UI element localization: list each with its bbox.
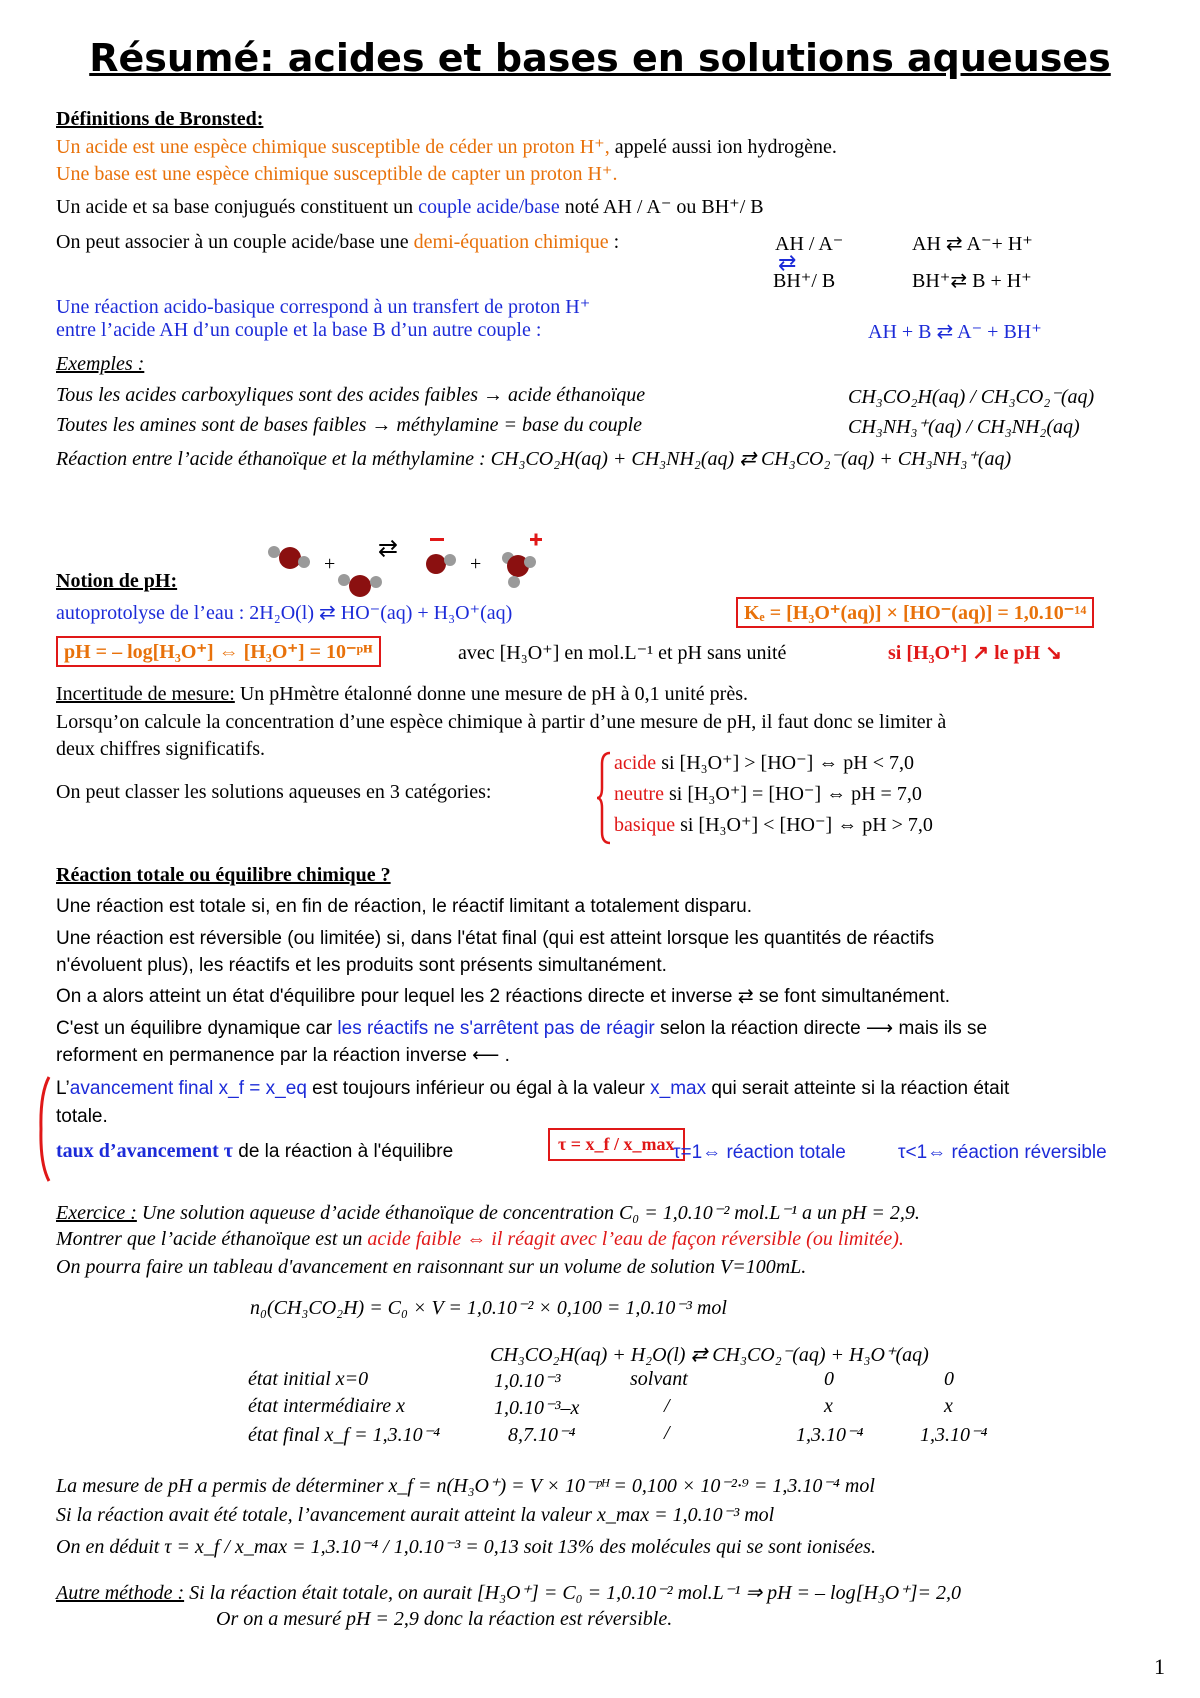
svg-text:⇄: ⇄ xyxy=(378,534,399,562)
table-cell-1-2: solvant xyxy=(630,1368,688,1390)
category-acid xyxy=(614,750,914,775)
water-molecule-icon xyxy=(338,574,382,597)
tau-total: τ=1⇔ réaction totale xyxy=(673,1142,846,1163)
ph-definition-box xyxy=(56,636,381,667)
table-row-label-1: état initial x=0 xyxy=(248,1368,369,1390)
category-basic-label: basique xyxy=(614,814,676,836)
total-line-7f: qui serait atteinte si la réaction était xyxy=(706,1078,1010,1099)
couple-definition xyxy=(56,194,764,219)
total-line-5b: les réactifs ne s'arrêtent pas de réagir xyxy=(337,1018,655,1039)
acid-base-reaction-equation: AH + B ⇄ A⁻ + BH⁺ xyxy=(868,321,1042,343)
ke-formula: Kₑ = [H₃O⁺(aq)] × [HO⁻(aq)] = 1,0.10⁻¹⁴ xyxy=(744,602,1087,624)
hydroxide-ion-icon xyxy=(426,538,456,574)
svg-text:+: + xyxy=(470,553,482,575)
demi-text-c: : xyxy=(608,231,620,253)
exchange-arrows-icon: ⇄ xyxy=(778,250,797,275)
table-cell-2-3: x xyxy=(824,1395,833,1417)
total-line-7e: x_max xyxy=(650,1078,707,1099)
page-number: 1 xyxy=(1154,1654,1165,1679)
acid-definition-tail: appelé aussi ion hydrogène. xyxy=(609,136,837,158)
uncertainty-heading: Incertitude de mesure: xyxy=(56,683,235,705)
total-line-1: Une réaction est totale si, en fin de réaction, le réactif limitant a totalement disparu. xyxy=(56,896,752,917)
exercise-line-2a: Montrer que l’acide éthanoïque est un xyxy=(56,1228,368,1250)
total-heading: Réaction totale ou équilibre chimique ? xyxy=(56,864,391,886)
total-line-7b: avancement final xyxy=(69,1078,214,1099)
example-2-formula: CH₃NH₃⁺(aq) / CH₃NH₂(aq) xyxy=(848,416,1080,438)
table-cell-2-4: x xyxy=(944,1395,953,1417)
exercise-heading: Exercice : xyxy=(56,1202,137,1224)
total-line-4: On a alors atteint un état d'équilibre pour lequel les 2 réactions directe et inverse ⇄ se font simultanément. xyxy=(56,986,951,1007)
exercise-line-3: On pourra faire un tableau d'avancement en raisonnant sur un volume de solution V=100mL. xyxy=(56,1256,807,1278)
svg-text:+: + xyxy=(324,553,336,575)
total-line-7 xyxy=(56,1078,1009,1100)
classify-line: On peut classer les solutions aqueuses en 3 catégories: xyxy=(56,781,492,803)
examples-heading: Exemples : xyxy=(56,353,145,375)
table-cell-2-2: / xyxy=(664,1395,670,1417)
ph-heading: Notion de pH: xyxy=(56,570,178,592)
example-3: Réaction entre l’acide éthanoïque et la méthylamine : CH₃CO₂H(aq) + CH₃NH₂(aq) ⇄ CH₃CO₂⁻(aq) + CH₃NH₃⁺(aq) xyxy=(56,448,1012,470)
measure-line-1: La mesure de pH a permis de déterminer x_f = n(H₃O⁺) = V × 10⁻ᵖᴴ = 0,100 × 10⁻²·⁹ = 1,3.10⁻⁴ mol xyxy=(56,1475,875,1497)
tau-reversible: τ<1⇔ réaction réversible xyxy=(898,1142,1107,1163)
table-equation: CH₃CO₂H(aq) + H₂O(l) ⇄ CH₃CO₂⁻(aq) + H₃O⁺(aq) xyxy=(490,1344,929,1366)
measure-line-3: On en déduit τ = x_f / x_max = 1,3.10⁻⁴ / 1,0.10⁻³ = 0,13 soit 13% des molécules qui se sont ionisées. xyxy=(56,1536,876,1558)
total-line-3: n'évoluent plus), les réactifs et les produits sont présents simultanément. xyxy=(56,955,667,976)
exercise-statement: Une solution aqueuse d’acide éthanoïque de concentration C₀ = 1,0.10⁻² mol.L⁻¹ a un pH = 2,9. xyxy=(136,1202,920,1224)
tau-line xyxy=(56,1140,453,1163)
page-title: Résumé: acides et bases en solutions aqueuses xyxy=(89,36,1111,80)
acid-definition-text: Un acide est une espèce chimique susceptible de céder un proton H⁺, xyxy=(56,136,610,158)
tau-label: taux d’avancement τ xyxy=(56,1140,233,1162)
exercise-line-2 xyxy=(56,1228,904,1251)
category-neutral-label: neutre xyxy=(614,783,664,805)
demi-text-a: On peut associer à un couple acide/base une xyxy=(56,231,414,253)
category-neutral xyxy=(614,781,922,806)
table-cell-2-1: 1,0.10⁻³–x xyxy=(494,1397,580,1419)
acid-base-reaction-line2: entre l’acide AH d’un couple et la base B d’un autre couple : xyxy=(56,319,542,341)
hydronium-ion-icon xyxy=(502,534,542,589)
alternative-text: Si la réaction était totale, on aurait [H₃O⁺] = C₀ = 1,0.10⁻² mol.L⁻¹ ⇒ pH = – log[H₃O⁺]= 2,0 xyxy=(184,1582,962,1604)
demi-equation-line xyxy=(56,231,619,254)
alternative-line-2: Or on a mesuré pH = 2,9 donc la réaction est réversible. xyxy=(216,1608,673,1630)
exercise-line-2b: acide faible ⇔ il réagit avec l’eau de façon réversible (ou limitée). xyxy=(367,1228,904,1250)
total-line-6: reforment en permanence par la réaction inverse ⟵ . xyxy=(56,1045,510,1066)
table-cell-3-2: / xyxy=(664,1422,670,1444)
category-acid-relation: si [H₃O⁺] > [HO⁻] ⇔ pH < 7,0 xyxy=(656,752,915,774)
uncertainty-line xyxy=(56,683,748,706)
couple-1: AH / A⁻ xyxy=(775,233,844,255)
total-line-5 xyxy=(56,1017,987,1040)
ph-definition: pH = – log[H₃O⁺] ⇔ [H₃O⁺] = 10⁻ᵖᴴ xyxy=(64,641,373,663)
acid-definition xyxy=(56,134,837,159)
table-cell-1-1: 1,0.10⁻³ xyxy=(494,1370,561,1392)
total-line-7d: est toujours inférieur ou égal à la valeur xyxy=(306,1078,651,1099)
total-line-5c: selon la réaction directe ⟶ mais ils se xyxy=(654,1018,988,1039)
half-equation-2: BH⁺⇄ B + H⁺ xyxy=(912,270,1032,292)
margin-bracket-icon xyxy=(36,1074,52,1184)
exercise-line-1 xyxy=(56,1200,920,1225)
total-line-7a: L’ xyxy=(56,1078,70,1099)
example-1-formula: CH₃CO₂H(aq) / CH₃CO₂⁻(aq) xyxy=(848,386,1095,408)
demi-text-b: demi-équation chimique xyxy=(413,231,609,253)
acid-base-reaction-line1: Une réaction acido-basique correspond à un transfert de proton H⁺ xyxy=(56,296,591,318)
alternative-heading: Autre méthode : xyxy=(56,1582,185,1604)
autoprotolysis: autoprotolyse de l’eau : 2H₂O(l) ⇄ HO⁻(aq) + H₃O⁺(aq) xyxy=(56,602,513,624)
example-2: Toutes les amines sont de bases faibles → méthylamine = base du couple xyxy=(56,414,643,436)
tau-formula-box xyxy=(548,1128,685,1161)
table-cell-1-3: 0 xyxy=(824,1368,834,1390)
ke-box xyxy=(736,597,1094,628)
table-cell-3-4: 1,3.10⁻⁴ xyxy=(920,1424,988,1446)
category-basic xyxy=(614,812,933,837)
table-cell-1-4: 0 xyxy=(944,1368,954,1390)
calc-line-2: deux chiffres significatifs. xyxy=(56,738,266,760)
couple-text-b: couple acide/base xyxy=(418,196,560,218)
couple-2: BH⁺/ B xyxy=(773,270,836,292)
table-row-label-2: état intermédiaire x xyxy=(248,1395,405,1417)
ph-variation: si [H₃O⁺] ↗ le pH ↘ xyxy=(888,642,1062,664)
total-line-5a: C'est un équilibre dynamique car xyxy=(56,1018,338,1039)
category-neutral-relation: si [H₃O⁺] = [HO⁻] ⇔ pH = 7,0 xyxy=(663,783,922,805)
water-molecule-icon xyxy=(268,546,310,569)
half-equation-1: AH ⇄ A⁻+ H⁺ xyxy=(912,233,1033,255)
initial-amount: n₀(CH₃CO₂H) = C₀ × V = 1,0.10⁻² × 0,100 = 1,0.10⁻³ mol xyxy=(250,1297,727,1319)
measure-line-2: Si la réaction avait été totale, l’avancement aurait atteint la valeur x_max = 1,0.10⁻³ mol xyxy=(56,1504,775,1526)
alternative-line-1 xyxy=(56,1580,961,1605)
ph-units: avec [H₃O⁺] en mol.L⁻¹ et pH sans unité xyxy=(458,642,787,664)
tau-rest: de la réaction à l'équilibre xyxy=(232,1141,454,1162)
table-cell-3-3: 1,3.10⁻⁴ xyxy=(796,1424,864,1446)
couple-text-c: noté AH / A⁻ ou BH⁺/ B xyxy=(559,196,764,218)
example-1: Tous les acides carboxyliques sont des acides faibles → acide éthanoïque xyxy=(56,384,646,406)
total-line-8: totale. xyxy=(56,1106,108,1127)
total-line-7c: x_f = x_eq xyxy=(213,1078,307,1099)
couple-text-a: Un acide et sa base conjugués constituent un xyxy=(56,196,419,218)
tau-formula: τ = x_f / x_max xyxy=(558,1134,675,1154)
table-cell-3-1: 8,7.10⁻⁴ xyxy=(508,1424,576,1446)
base-definition: Une base est une espèce chimique susceptible de capter un proton H⁺. xyxy=(56,163,618,185)
category-basic-relation: si [H₃O⁺] < [HO⁻] ⇔ pH > 7,0 xyxy=(675,814,933,836)
total-line-2: Une réaction est réversible (ou limitée) si, dans l'état final (qui est atteint lorsque les quantités de réactifs xyxy=(56,928,935,949)
table-row-label-3: état final x_f = 1,3.10⁻⁴ xyxy=(248,1424,441,1446)
calc-line-1: Lorsqu’on calcule la concentration d’une espèce chimique à partir d’une mesure de pH, il faut donc se limiter à xyxy=(56,711,947,733)
defs-heading: Définitions de Bronsted: xyxy=(56,108,264,130)
brace-icon xyxy=(596,750,614,846)
category-acid-label: acide xyxy=(614,752,657,774)
uncertainty-text: Un pHmètre étalonné donne une mesure de pH à 0,1 unité près. xyxy=(234,683,748,705)
water-autoprotolysis-illustration xyxy=(260,530,550,598)
